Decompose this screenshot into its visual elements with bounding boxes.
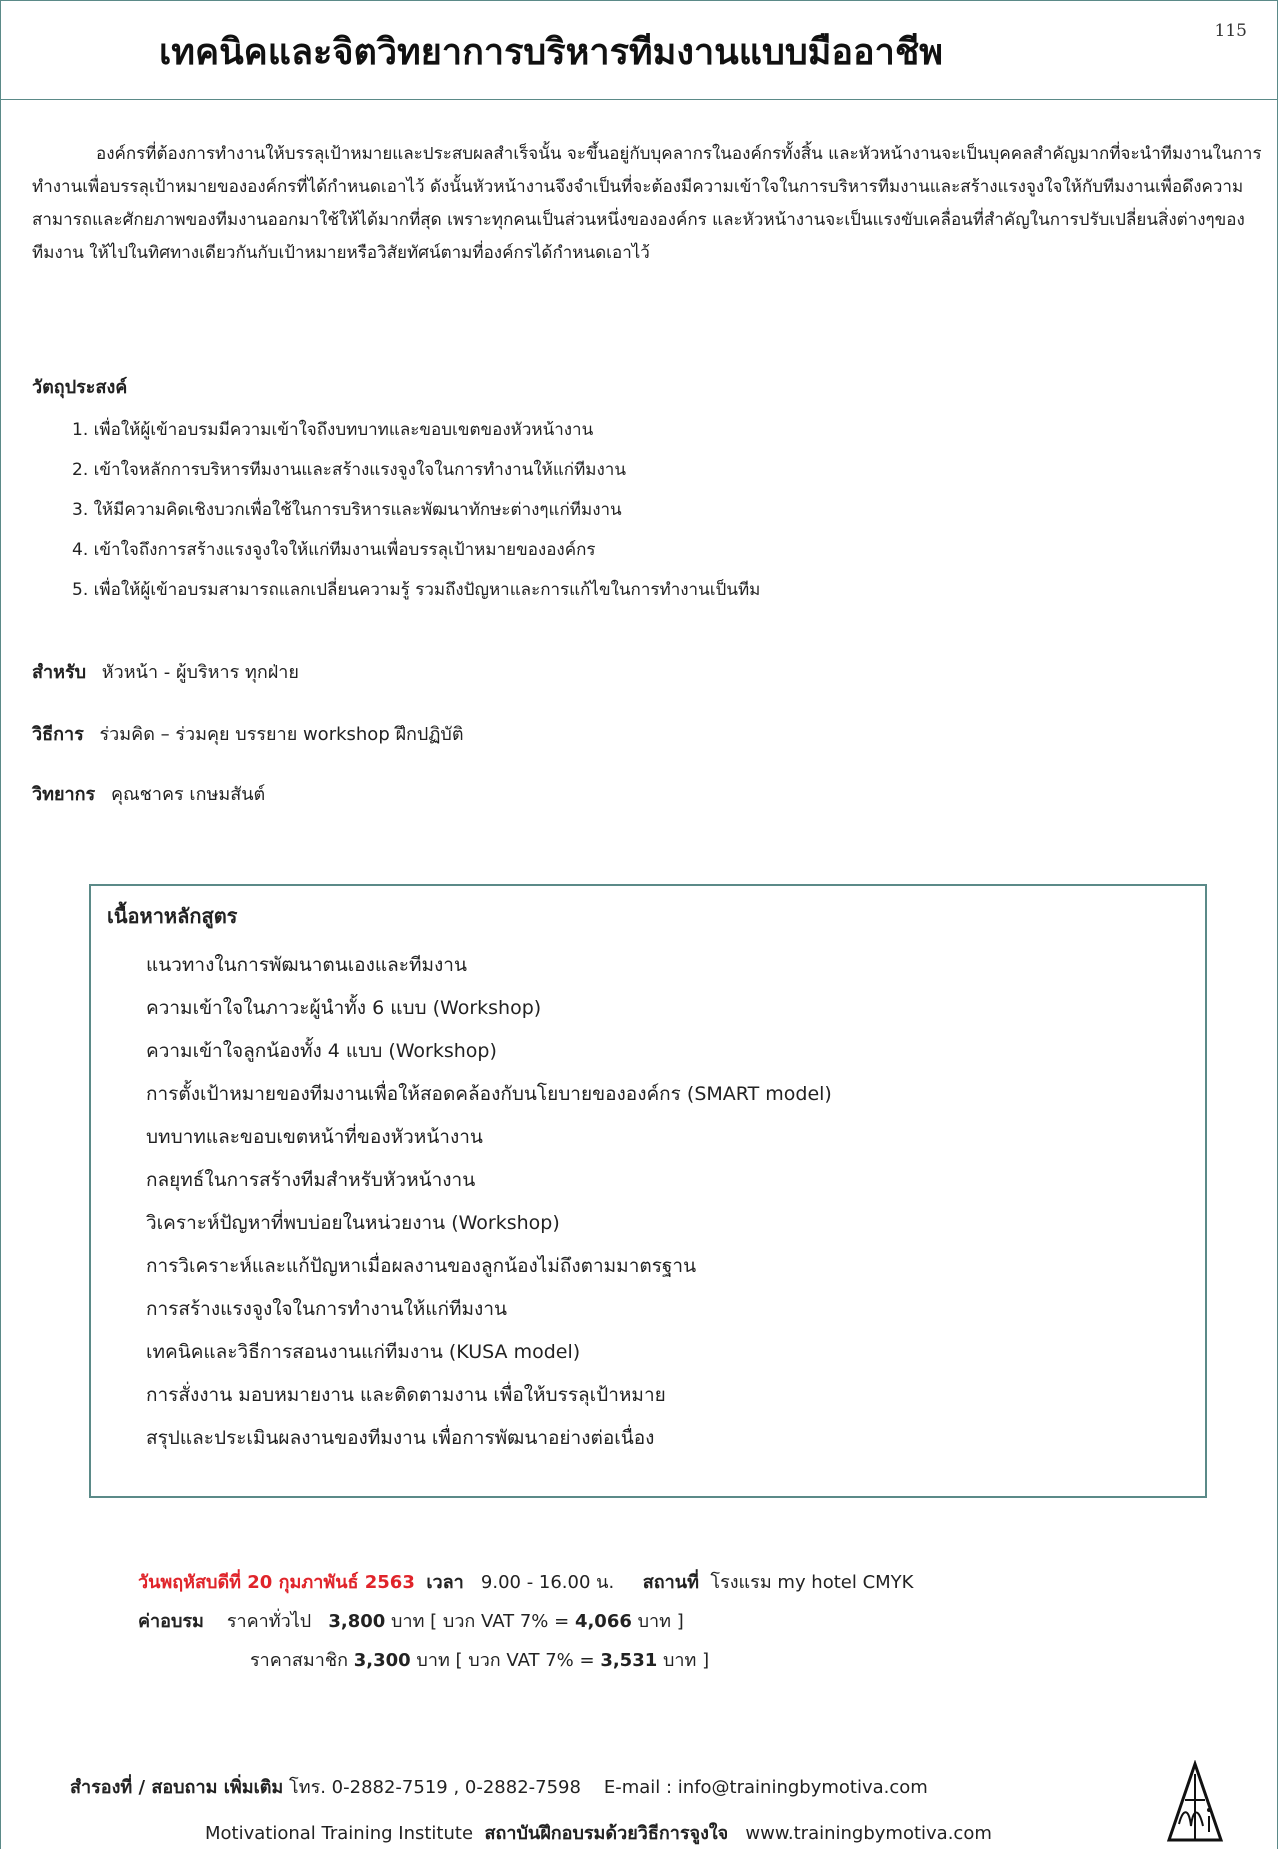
content-item: การสั่งงาน มอบหมายงาน และติดตามงาน เพื่อให้บรรลุเป้าหมาย [146,1384,666,1406]
content-item: วิเคราะห์ปัญหาที่พบบ่อยในหน่วยงาน (Workshop) [146,1212,560,1234]
general-price: 3,800 [328,1611,386,1632]
contact-email: E-mail : info@trainingbymotiva.com [603,1777,928,1798]
content-list [146,944,832,1460]
audience-row [32,657,299,686]
content-item: แนวทางในการพัฒนาตนเองและทีมงาน [146,954,467,976]
member-price-label: ราคาสมาชิก [250,1650,348,1671]
content-item: ความเข้าใจในภาวะผู้นำทั้ง 6 แบบ (Workshop) [146,997,542,1019]
method-row [32,719,464,748]
time-label: เวลา [426,1572,464,1593]
objective-item: 5. เพื่อให้ผู้เข้าอบรมสามารถแลกเปลี่ยนความรู้ รวมถึงปัญหาและการแก้ไขในการทำงานเป็นทีม [72,580,761,600]
mti-pyramid-logo-icon [1165,1760,1225,1848]
content-item: การตั้งเป้าหมายของทีมงานเพื่อให้สอดคล้องกับนโยบายขององค์กร (SMART model) [146,1083,832,1105]
content-item: กลยุทธ์ในการสร้างทีมสำหรับหัวหน้างาน [146,1169,476,1191]
member-vat-total: 3,531 [600,1650,658,1671]
member-suffix: บาท ] [662,1650,710,1671]
method-label: วิธีการ [32,724,84,745]
objective-item: 1. เพื่อให้ผู้เข้าอบรมมีความเข้าใจถึงบทบาทและขอบเขตของหัวหน้างาน [72,420,594,440]
general-price-label: ราคาทั่วไป [226,1611,312,1632]
general-vat-total: 4,066 [574,1611,632,1632]
contact-line [70,1772,928,1801]
speaker-value: คุณชาคร เกษมสันต์ [110,784,266,805]
method-value: ร่วมคิด – ร่วมคุย บรรยาย workshop ฝึกปฏิบัติ [99,724,464,745]
contact-phone: โทร. 0-2882-7519 , 0-2882-7598 [289,1777,581,1798]
page-number: 115 [1214,21,1247,41]
audience-label: สำหรับ [32,662,87,683]
fee-member-line [250,1645,709,1674]
contact-label: สำรองที่ / สอบถาม เพิ่มเติม [70,1777,284,1798]
objectives-list [72,410,760,610]
content-item: บทบาทและขอบเขตหน้าที่ของหัวหน้างาน [146,1126,483,1148]
fee-general-line [138,1606,684,1635]
intro-paragraph: องค์กรที่ต้องการทำงานให้บรรลุเป้าหมายและประสบผลสำเร็จนั้น จะขึ้นอยู่กับบุคลากรในองค์กรทั้งสิ้น และหัวหน้างานจะเป็นบุคคลสำคัญมากที่จะนำทีมงานในการทำงานเพื่อบรรลุเป้าหมายขององค์กรที่ได้กำหนดเอาไว้ ดังนั้นหัวหน้างานจึงจำเป็นที่จะต้องมีความเข้าใจในการบริหารทีมงานและสร้างแรงจูงใจให้กับทีมงานเพื่อดึงความสามารถและศักยภาพของทีมงานออกมาใช้ให้ได้มากที่สุด เพราะทุกคนเป็นส่วนหนึ่งขององค์กร และหัวหน้างานจะเป็นแรงขับเคลื่อนที่สำคัญในการปรับเปลี่ยนสิ่งต่างๆของทีมงาน ให้ไปในทิศทางเดียวกันกับเป้าหมายหรือวิสัยทัศน์ตามที่องค์กรได้กำหนดเอาไว้ [32,144,1262,263]
content-item: เทคนิคและวิธีการสอนงานแก่ทีมงาน (KUSA model) [146,1341,581,1363]
footer-line [205,1818,992,1847]
general-vat-prefix: บาท [ บวก VAT 7% = [391,1611,570,1632]
schedule-line [138,1567,913,1596]
content-item: การวิเคราะห์และแก้ปัญหาเมื่อผลงานของลูกน้องไม่ถึงตามมาตรฐาน [146,1255,697,1277]
content-item: สรุปและประเมินผลงานของทีมงาน เพื่อการพัฒนาอย่างต่อเนื่อง [146,1427,655,1449]
content-item: การสร้างแรงจูงใจในการทำงานให้แก่ทีมงาน [146,1298,507,1320]
audience-value: หัวหน้า - ผู้บริหาร ทุกฝ่าย [101,662,299,683]
event-time: 9.00 - 16.00 น. [480,1572,615,1593]
fee-label: ค่าอบรม [138,1611,204,1632]
content-item: ความเข้าใจลูกน้องทั้ง 4 แบบ (Workshop) [146,1040,497,1062]
footer-org-en: Motivational Training Institute [205,1823,474,1844]
speaker-row [32,779,265,808]
venue-value: โรงแรม my hotel CMYK [710,1572,914,1593]
course-content-box [89,884,1207,1498]
content-heading: เนื้อหาหลักสูตร [107,904,238,928]
page-title: เทคนิคและจิตวิทยาการบริหารทีมงานแบบมืออาชีพ [158,32,944,73]
header-frame [0,0,1278,100]
event-date: วันพฤหัสบดีที่ 20 กุมภาพันธ์ 2563 [138,1572,415,1593]
member-price: 3,300 [353,1650,411,1671]
speaker-label: วิทยากร [32,784,96,805]
footer-website: www.trainingbymotiva.com [745,1823,992,1844]
member-vat-prefix: บาท [ บวก VAT 7% = [416,1650,595,1671]
objective-item: 3. ให้มีความคิดเชิงบวกเพื่อใช้ในการบริหารและพัฒนาทักษะต่างๆแก่ทีมงาน [72,500,622,520]
objectives-heading: วัตถุประสงค์ [32,377,128,398]
objective-item: 4. เข้าใจถึงการสร้างแรงจูงใจให้แก่ทีมงานเพื่อบรรลุเป้าหมายขององค์กร [72,540,596,560]
venue-label: สถานที่ [642,1572,699,1593]
objective-item: 2. เข้าใจหลักการบริหารทีมงานและสร้างแรงจูงใจในการทำงานให้แก่ทีมงาน [72,460,626,480]
general-suffix: บาท ] [637,1611,684,1632]
footer-org-th: สถาบันฝึกอบรมด้วยวิธีการจูงใจ [484,1823,729,1844]
